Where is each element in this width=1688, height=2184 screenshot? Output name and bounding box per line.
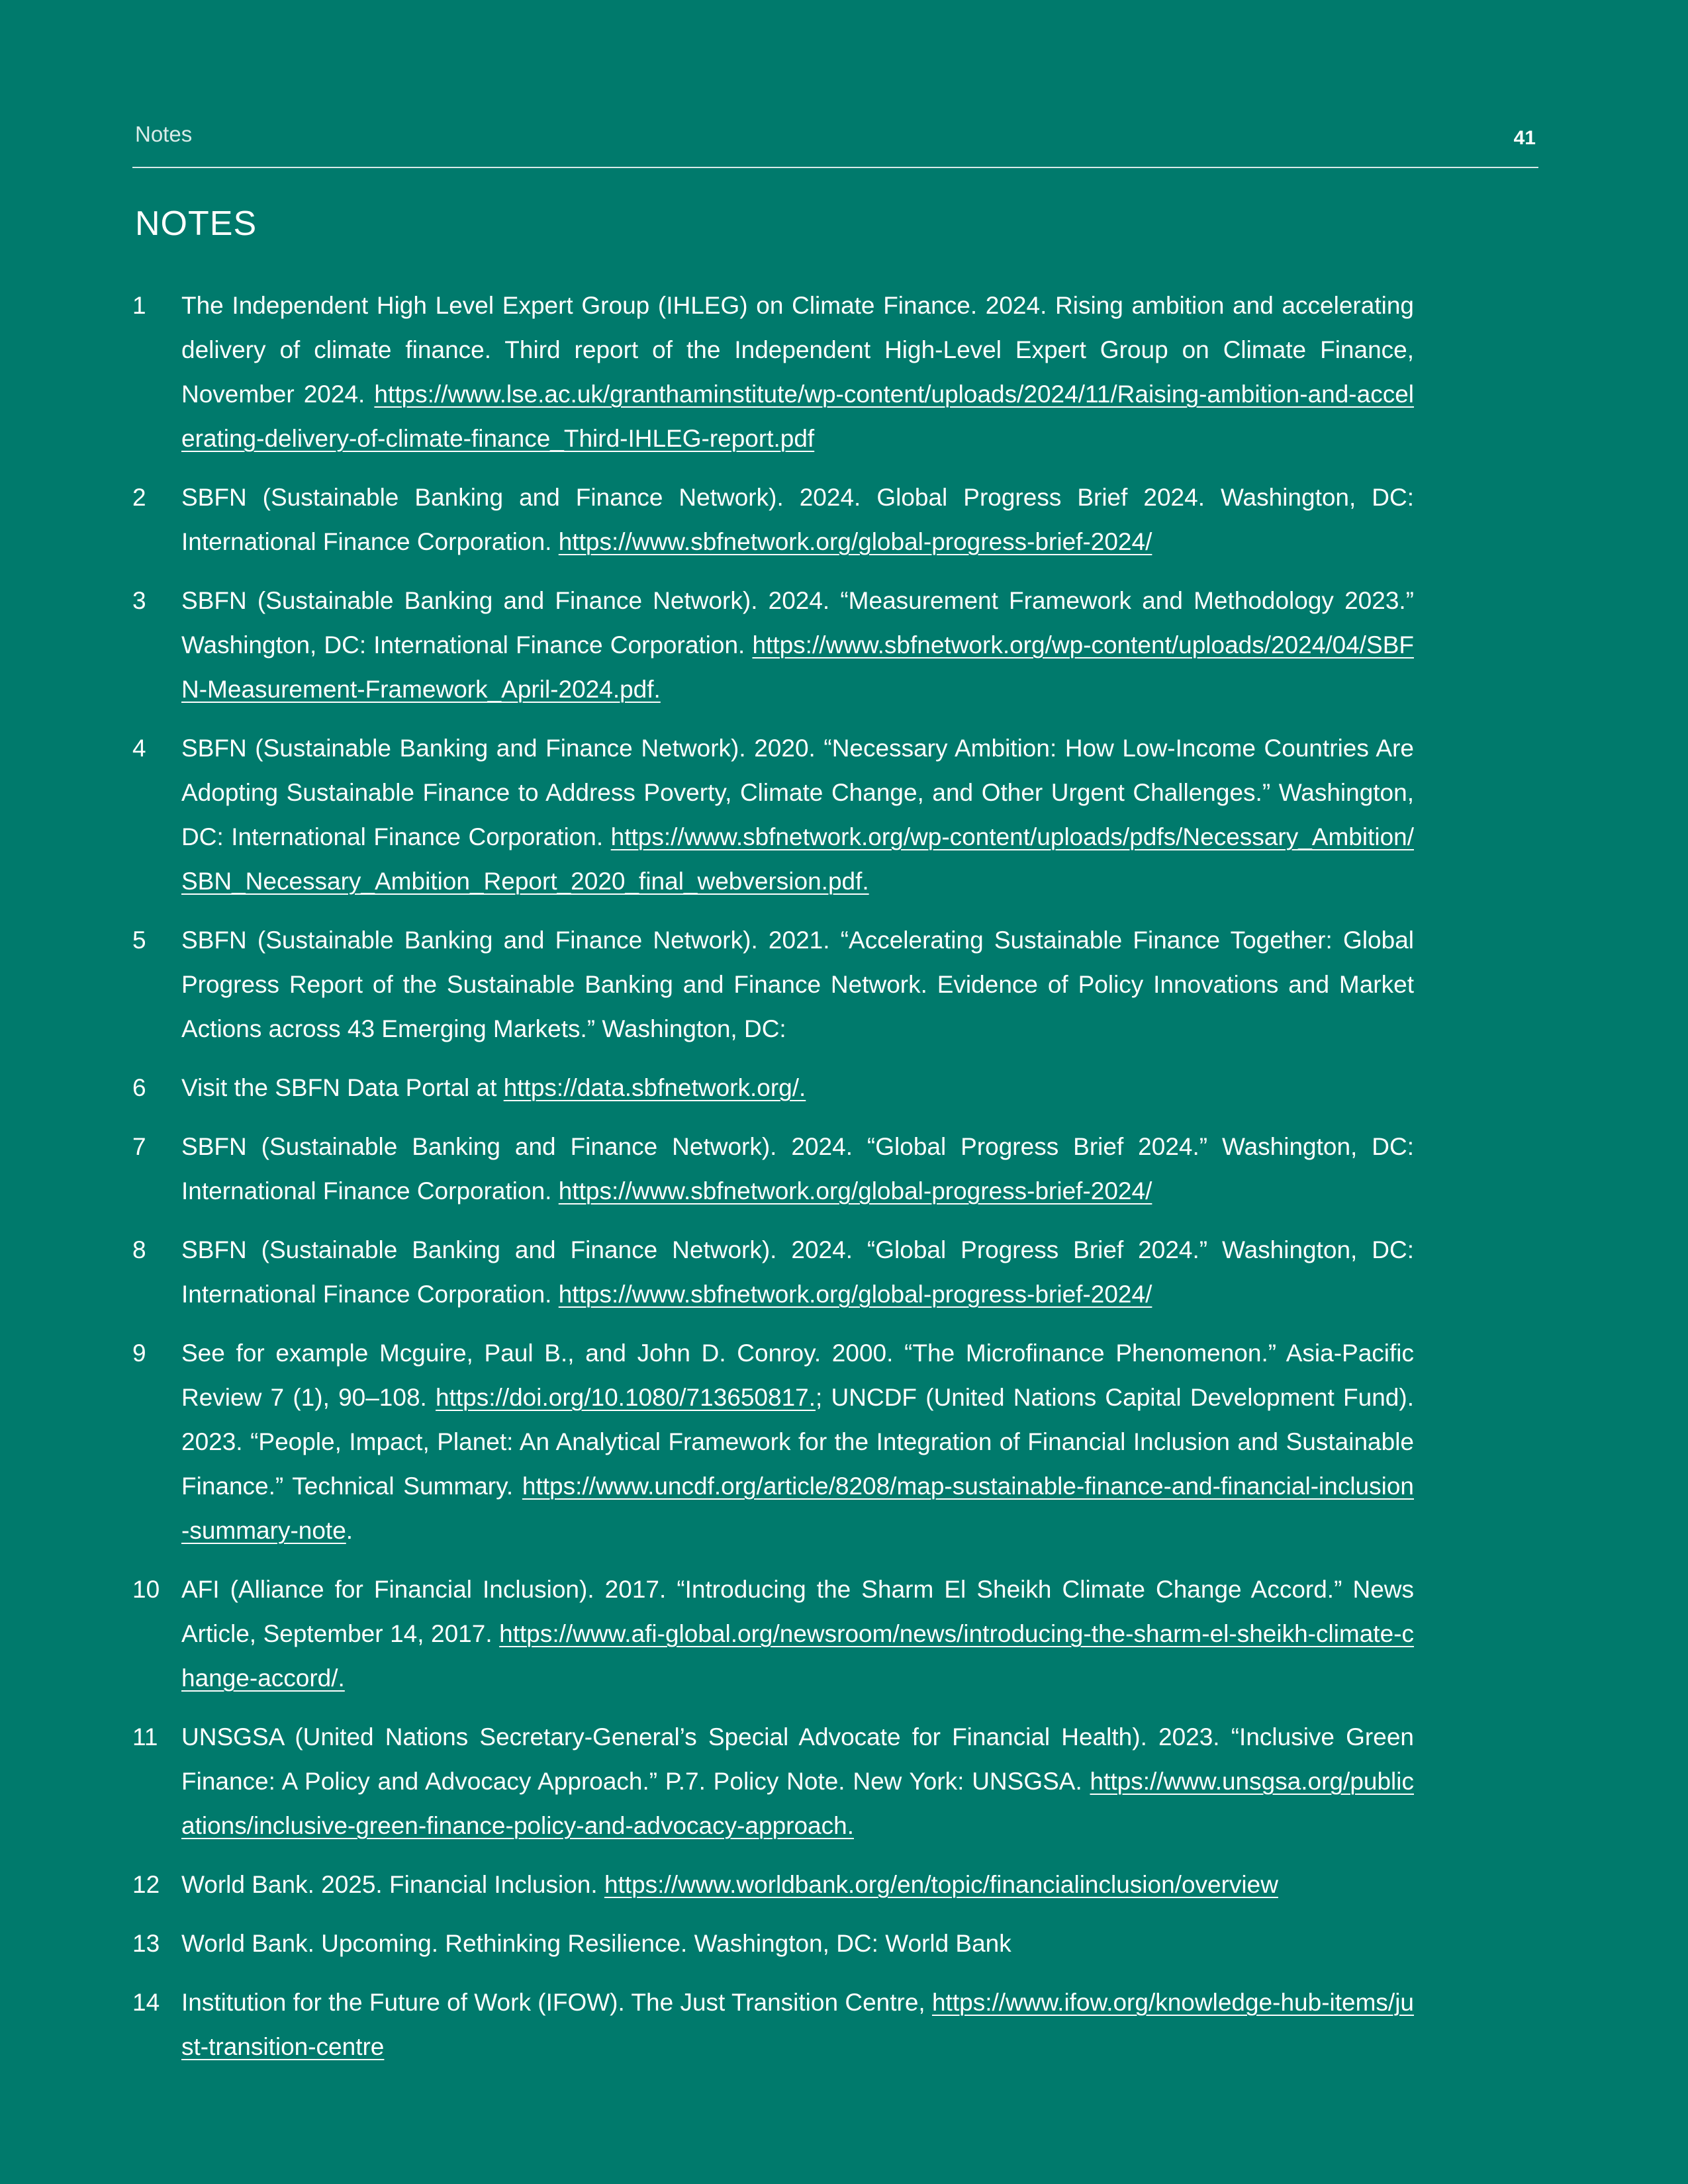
note-text: World Bank. 2025. Financial Inclusion. [181,1871,604,1898]
page-title: NOTES [135,205,258,243]
note-number: 7 [132,1133,146,1160]
note-text: AFI (Alliance for Financial Inclusion). 2017. “Introducing the Sharm El Sheikh Climate Change Accord.” News Article, September 14, 2017. [181,1576,1414,1647]
note-number: 4 [132,735,146,762]
note-text: Visit the SBFN Data Portal at [181,1074,504,1101]
page-number: 41 [1513,127,1536,149]
note-item [132,1228,1414,1316]
note-text: SBFN (Sustainable Banking and Finance Network). 2024. “Measurement Framework and Methodology 2023.” Washington, DC: International Finance Corporation. [181,587,1414,659]
note-item [132,475,1414,564]
note-item [132,283,1414,461]
note-text: See for example Mcguire, Paul B., and John D. Conroy. 2000. “The Microfinance Phenomenon.” Asia-Pacific Review 7 (1), 90–108. [181,1340,1414,1411]
note-number: 11 [132,1723,158,1751]
note-item [132,1567,1414,1700]
page-header [132,119,1538,168]
note-text: World Bank. Upcoming. Rethinking Resilience. Washington, DC: World Bank [181,1930,1011,1957]
note-item [132,1715,1414,1848]
note-item [132,1331,1414,1553]
note-number: 9 [132,1340,146,1367]
note-link[interactable]: https://www.ifow.org/knowledge-hub-items/just-transition-centre [181,1989,1414,2060]
note-link[interactable]: https://doi.org/10.1080/713650817. [436,1384,816,1411]
note-number: 13 [132,1930,160,1957]
note-item [132,726,1414,903]
note-text: UNSGSA (United Nations Secretary-General’s Special Advocate for Financial Health). 2023. “Inclusive Green Finance: A Policy and Advocacy Approach.” P.7. Policy Note. New York: UNSGSA. [181,1723,1414,1795]
note-number: 14 [132,1989,160,2016]
note-text: Institution for the Future of Work (IFOW). The Just Transition Centre, [181,1989,932,2016]
note-item [132,1980,1414,2069]
note-link[interactable]: https://www.lse.ac.uk/granthaminstitute/wp-content/uploads/2024/11/Raising-ambition-and-accelerating-delivery-of-climate-finance_Third-IHLEG-report.pdf [181,381,1414,452]
note-link[interactable]: https://www.sbfnetwork.org/wp-content/uploads/pdfs/Necessary_Ambition/SBN_Necessary_Ambition_Report_2020_final_webversion.pdf. [181,823,1414,895]
note-item [132,578,1414,711]
note-text-middle: ; UNCDF (United Nations Capital Development Fund). 2023. “People, Impact, Planet: An Analytical Framework for the Integration of Financial Inclusion and Sustainable Finance.” Technical Summary. [181,1384,1414,1500]
note-number: 6 [132,1074,146,1101]
note-number: 10 [132,1576,160,1603]
section-label: Notes [135,122,193,146]
note-text-end: . [346,1517,353,1544]
note-link[interactable]: https://www.worldbank.org/en/topic/financialinclusion/overview [604,1871,1278,1898]
note-text: SBFN (Sustainable Banking and Finance Network). 2020. “Necessary Ambition: How Low-Income Countries Are Adopting Sustainable Finance to Address Poverty, Climate Change, and Other Urgent Challenges.” Washington, DC: International Finance Corporation. [181,735,1414,850]
note-link[interactable]: https://www.afi-global.org/newsroom/news/introducing-the-sharm-el-sheikh-climate-change-accord/. [181,1620,1414,1692]
note-text: SBFN (Sustainable Banking and Finance Network). 2024. Global Progress Brief 2024. Washington, DC: International Finance Corporation. [181,484,1414,555]
note-link[interactable]: https://data.sbfnetwork.org/. [503,1074,806,1101]
note-item [132,918,1414,1051]
note-number: 5 [132,927,146,954]
note-link[interactable]: https://www.sbfnetwork.org/global-progress-brief-2024/ [558,1177,1152,1205]
note-item [132,1066,1414,1110]
note-number: 1 [132,292,146,319]
notes-list [132,283,1414,2083]
note-number: 12 [132,1871,160,1898]
note-link[interactable]: https://www.sbfnetwork.org/global-progress-brief-2024/ [558,1281,1152,1308]
note-text: The Independent High Level Expert Group (IHLEG) on Climate Finance. 2024. Rising ambition and accelerating delivery of climate finance. Third report of the Independent High-Level Expert Group on Climate Finance, November 2024. [181,292,1414,408]
note-link[interactable]: https://www.sbfnetwork.org/global-progress-brief-2024/ [558,528,1152,555]
note-text: SBFN (Sustainable Banking and Finance Network). 2021. “Accelerating Sustainable Finance Together: Global Progress Report of the Sustainable Banking and Finance Network. Evidence of Policy Innovations and Market Actions across 43 Emerging Markets.” Washington, DC: [181,927,1414,1042]
note-link[interactable]: https://www.sbfnetwork.org/wp-content/uploads/2024/04/SBFN-Measurement-Framework_April-2024.pdf. [181,631,1414,703]
note-item [132,1921,1414,1966]
note-text: SBFN (Sustainable Banking and Finance Network). 2024. “Global Progress Brief 2024.” Washington, DC: International Finance Corporation. [181,1236,1414,1308]
note-text: SBFN (Sustainable Banking and Finance Network). 2024. “Global Progress Brief 2024.” Washington, DC: International Finance Corporation. [181,1133,1414,1205]
note-item [132,1124,1414,1213]
note-number: 2 [132,484,146,511]
note-link[interactable]: https://www.unsgsa.org/publications/inclusive-green-finance-policy-and-advocacy-approach. [181,1768,1414,1839]
note-item [132,1862,1414,1907]
note-number: 8 [132,1236,146,1263]
note-link-2[interactable]: https://www.uncdf.org/article/8208/map-sustainable-finance-and-financial-inclusion-summary-note [181,1473,1414,1544]
note-number: 3 [132,587,146,614]
